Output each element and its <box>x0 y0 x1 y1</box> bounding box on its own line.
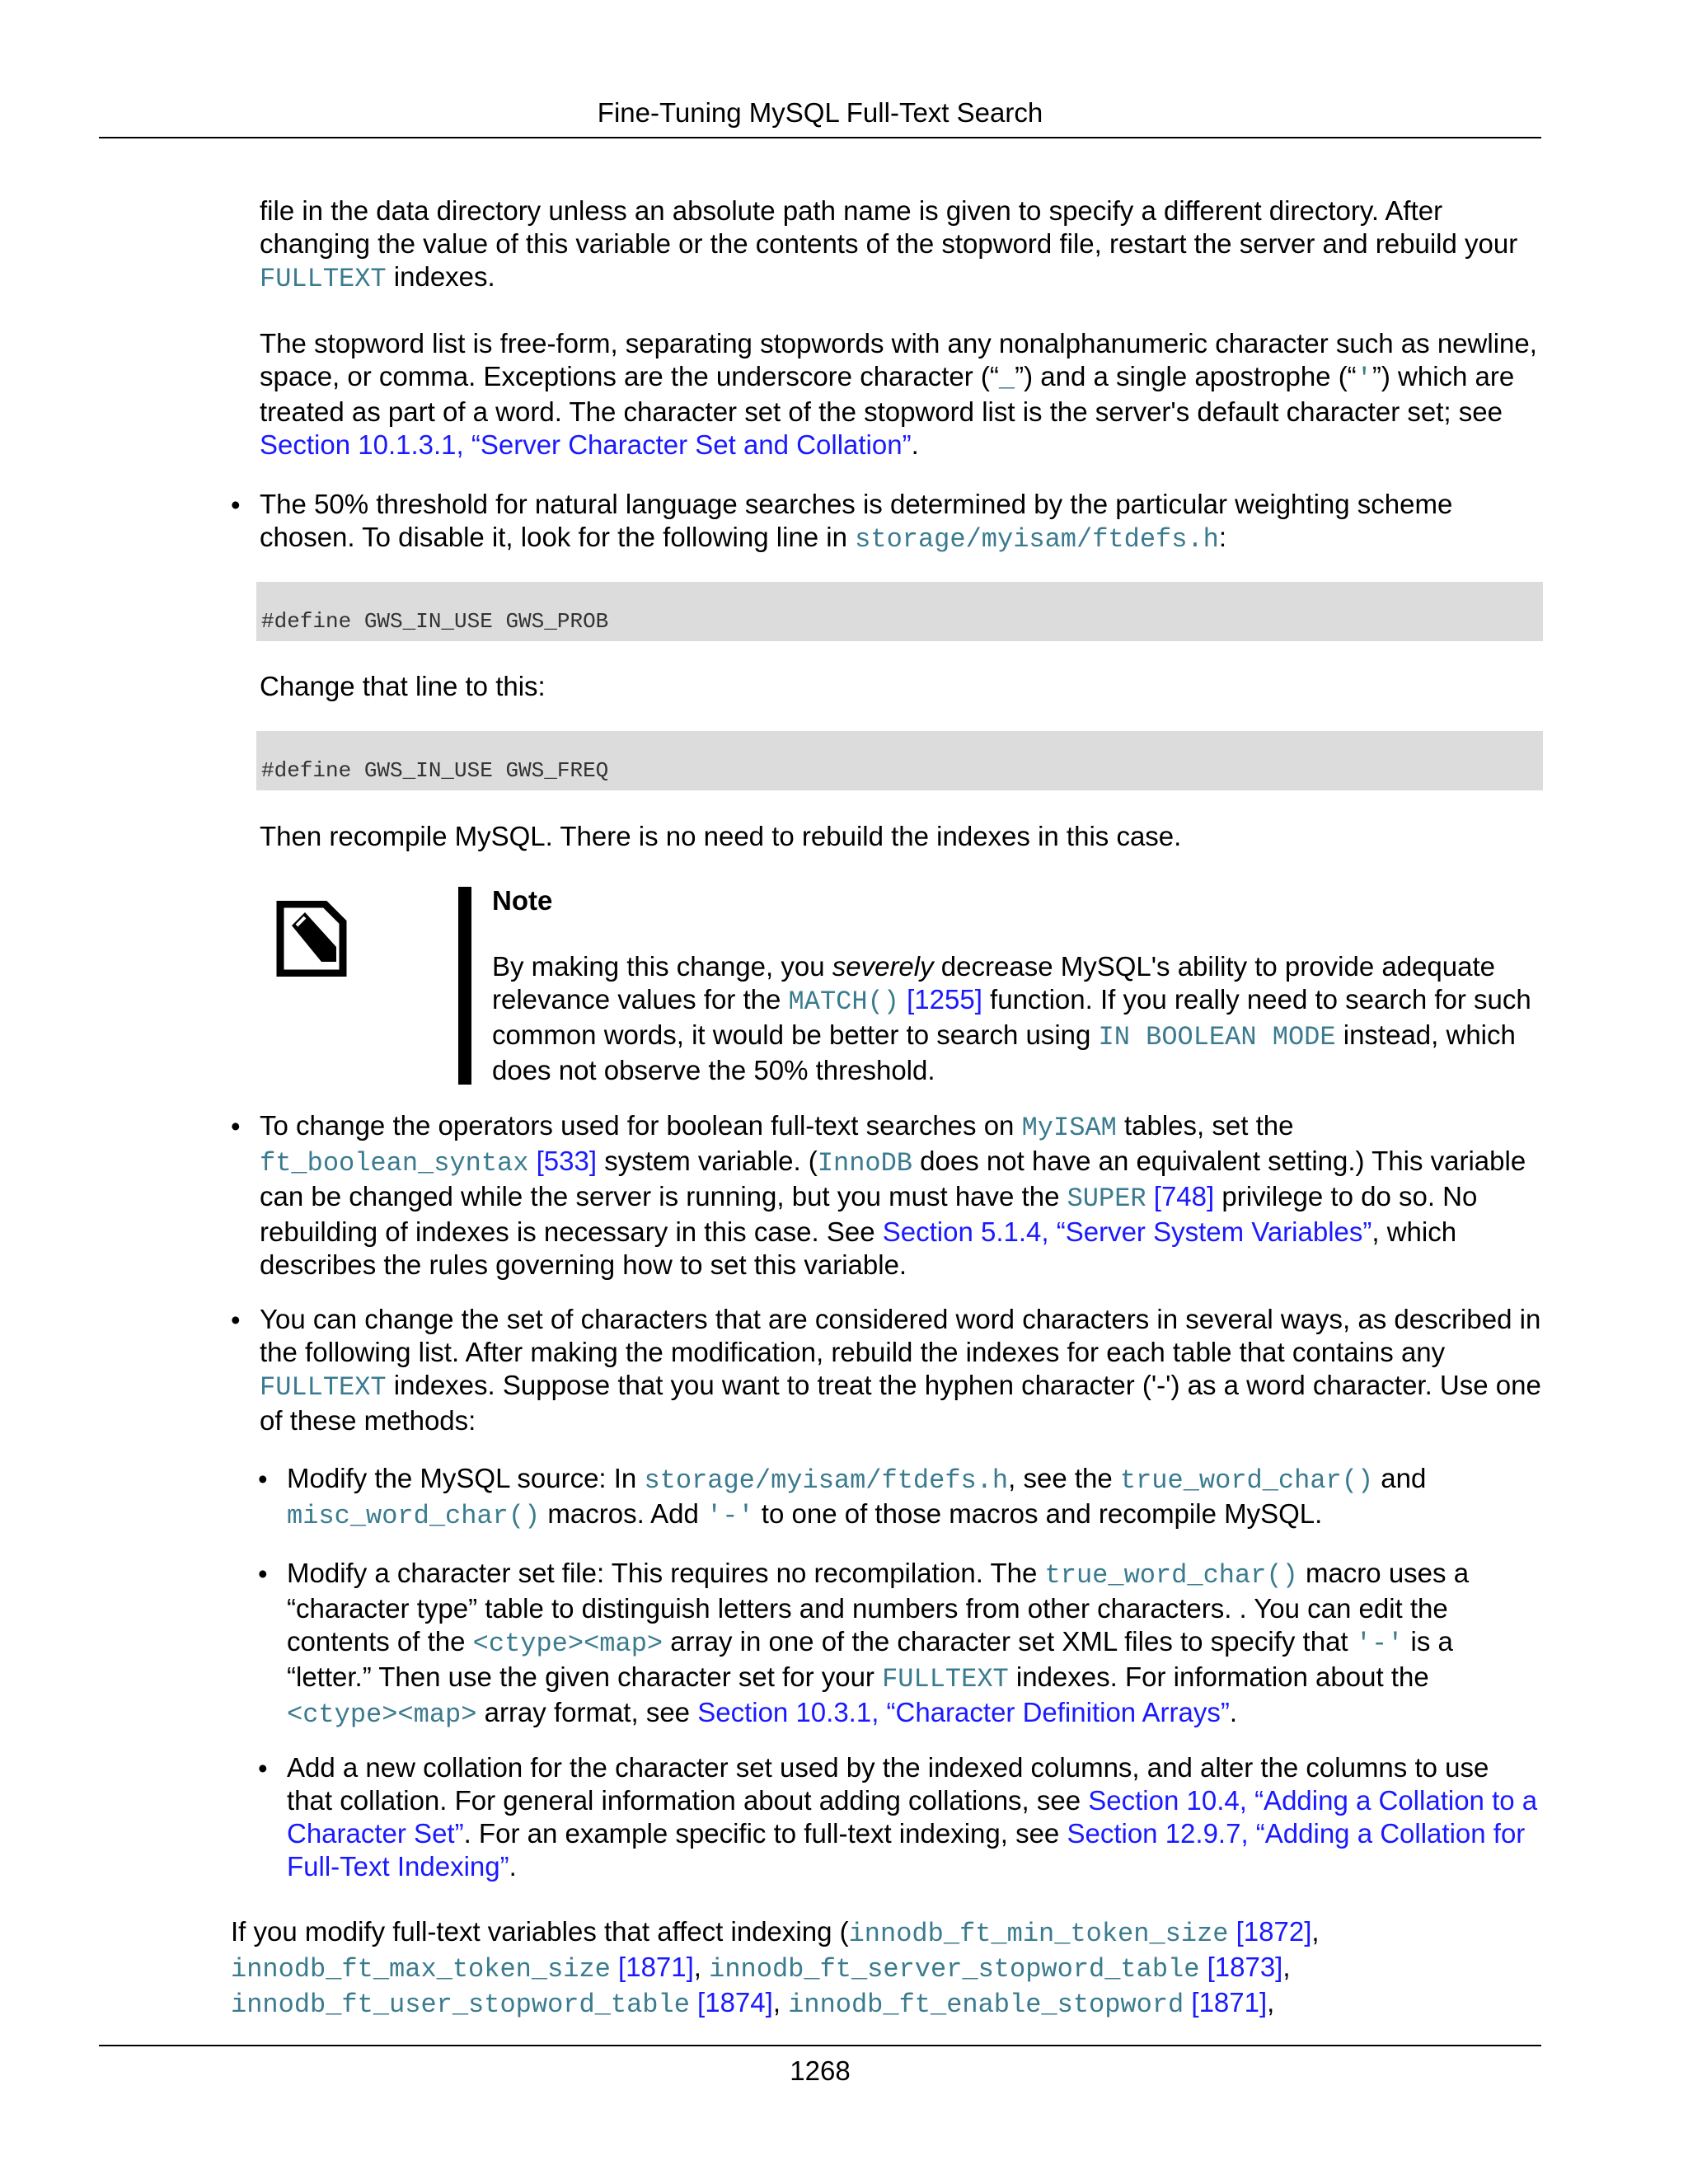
bullet-marker: • <box>231 1111 241 1141</box>
link-min-token-size[interactable]: [1872] <box>1228 1916 1312 1947</box>
link-ft-boolean-syntax[interactable]: [533] <box>528 1146 598 1176</box>
paragraph-stopword-list: The stopword list is free-form, separating stopwords with any nonalphanumeric character such as newline, space, or comma. Exceptions are the underscore character (“_”) and a single apostrophe (“'”) which are treated as part of a word. The character set of the stopword list is the server's default character set; see Section 10.1.3.1, “Server Character Set and Collation”. <box>260 328 1537 460</box>
bullet-threshold: The 50% threshold for natural language searches is determined by the particular weighting scheme chosen. To disable it, look for the following line in storage/myisam/ftdefs.h: <box>260 489 1453 555</box>
link-max-token-size[interactable]: [1871] <box>610 1952 694 1982</box>
code-block-original: #define GWS_IN_USE GWS_PROB <box>256 582 1543 641</box>
sub-bullet-charset-file: Modify a character set file: This requires no recompilation. The true_word_char() macro uses a “character type” table to distinguish letters and numbers from other characters. . You can edit the contents of the <ctype><map> array in one of the character set XML files to specify that '-' is a “letter.” Then use the given character set for your FULLTEXT indexes. For information about the <ctype><map> array format, see Section 10.3.1, “Character Definition Arrays”. <box>287 1558 1470 1730</box>
sub-bullet-marker: • <box>258 1558 268 1589</box>
page-title: Fine-Tuning MySQL Full-Text Search <box>597 97 1043 128</box>
paragraph-fulltext-variables: If you modify full-text variables that affect indexing (innodb_ft_min_token_size [1872], innodb_ft_max_token_size [1871], innodb_ft_server_stopword_table [1873], innodb_ft_user_stopword_table [1874], innodb_ft_enable_stopword [1871], <box>231 1916 1320 2020</box>
link-super[interactable]: [748] <box>1146 1181 1215 1212</box>
paragraph-stopword-file: file in the data directory unless an absolute path name is given to specify a different directory. After changing the value of this variable or the contents of the stopword file, restart the server and rebuild your FULLTEXT indexes. <box>260 195 1518 294</box>
bullet-marker: • <box>231 1305 241 1335</box>
link-match[interactable]: [1255] <box>898 984 982 1015</box>
recompile-text: Then recompile MySQL. There is no need to rebuild the indexes in this case. <box>260 821 1182 851</box>
page-header <box>99 92 1541 138</box>
link-character-definition-arrays[interactable]: Section 10.3.1, “Character Definition Arrays” <box>697 1697 1230 1727</box>
link-server-system-variables[interactable]: Section 5.1.4, “Server System Variables” <box>882 1216 1372 1247</box>
sub-bullet-new-collation: Add a new collation for the character set used by the indexed columns, and alter the columns to use that collation. For general information about adding collations, see Section 10.4, “Adding a Collation to a Character Set”. For an example specific to full-text indexing, see Section 12.9.7, “Adding a Collation for Full-Text Indexing”. <box>287 1752 1538 1882</box>
bullet-boolean-syntax: To change the operators used for boolean full-text searches on MyISAM tables, set the ft_boolean_syntax [533] system variable. (InnoDB does not have an equivalent setting.) This variable can be changed while the server is running, but you must have the SUPER [748] privilege to do so. No rebuilding of indexes is necessary in this case. See Section 5.1.4, “Server System Variables”, which describes the rules governing how to set this variable. <box>260 1110 1526 1280</box>
change-line-text: Change that line to this: <box>260 671 546 701</box>
link-enable-stopword[interactable]: [1871] <box>1184 1987 1268 2018</box>
link-adding-collation[interactable]: Section 10.4, “Adding a Collation to a Character Set” <box>287 1785 1538 1849</box>
link-user-stopword-table[interactable]: [1874] <box>689 1987 773 2018</box>
code-block-changed: #define GWS_IN_USE GWS_FREQ <box>256 731 1543 790</box>
bullet-marker: • <box>231 490 241 520</box>
sub-bullet-marker: • <box>258 1753 268 1783</box>
sub-bullet-marker: • <box>258 1464 268 1494</box>
note-bar <box>458 887 471 1085</box>
bullet-word-characters: You can change the set of characters that are considered word characters in several ways, as described in the following list. After making the modification, rebuild the indexes for each table that contains any FULLTEXT indexes. Suppose that you want to treat the hyphen character ('-') as a word character. Use one of these methods: <box>260 1304 1541 1436</box>
note-body: By making this change, you severely decrease MySQL's ability to provide adequate relevance values for the MATCH() [1255] function. If you really need to search for such common words, it would be better to search using IN BOOLEAN MODE instead, which does not observe the 50% threshold. <box>492 951 1531 1085</box>
page-footer <box>99 2045 1541 2096</box>
page-number: 1268 <box>790 2055 851 2086</box>
note-title: Note <box>492 885 553 916</box>
note-pencil-icon <box>275 901 348 977</box>
link-adding-collation-fulltext[interactable]: Section 12.9.7, “Adding a Collation for Full-Text Indexing” <box>287 1818 1526 1882</box>
link-server-stopword-table[interactable]: [1873] <box>1199 1952 1283 1982</box>
sub-bullet-modify-source: Modify the MySQL source: In storage/myisam/ftdefs.h, see the true_word_char() and misc_word_char() macros. Add '-' to one of those macros and recompile MySQL. <box>287 1463 1427 1531</box>
link-server-character-set[interactable]: Section 10.1.3.1, “Server Character Set and Collation” <box>260 429 912 460</box>
